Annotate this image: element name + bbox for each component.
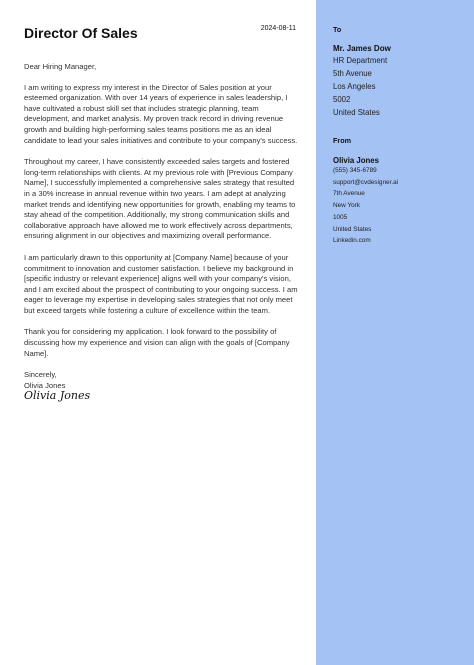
sender-street: 7th Avenue	[333, 190, 365, 198]
recipient-country: United States	[333, 108, 380, 117]
contact-sidebar	[316, 0, 474, 665]
letter-paragraph-2: Throughout my career, I have consistently exceeded sales targets and fostered long-term relationships with clients. At my previous role with [Previous Company Name], I successfully implemented a comprehensive sales strategy that resulted in a 30% increase in annual revenue within two years. I am adept at analyzing market trends and identifying new opportunities for growth, enabling my teams to stay ahead of the competition. Additionally, my strong communication skills and collaborative approach have allowed me to work effectively across departments, ensuring alignment in our objectives and maximizing overall performance.	[24, 157, 296, 241]
recipient-department: HR Department	[333, 56, 388, 65]
letter-paragraph-4: Thank you for considering my application. I look forward to the possibility of discussing how my experience and vision can align with the goals of [Company Name].	[24, 327, 290, 358]
letter-date: 2024-08-11	[260, 25, 296, 32]
from-label: From	[333, 136, 351, 145]
letter-closing-name: Olivia Jones	[24, 380, 66, 390]
to-label: To	[333, 25, 342, 34]
letter-paragraph-3: I am particularly drawn to this opportunity at [Company Name] because of your commitment to innovation and customer satisfaction. I believe my background in [specific industry or relevant experience] aligns well with your company's vision, and I am excited about the prospect of contributing to your ongoing success. I am eager to leverage my expertise in developing sales strategies that not only meet but exceed targets while fostering a culture of excellence within the team.	[24, 252, 298, 315]
letter-greeting: Dear Hiring Manager,	[24, 62, 97, 71]
letter-paragraph-1: I am writing to express my interest in the Director of Sales position at your esteemed organization. With over 14 years of experience in sales leadership, I have cultivated a robust skill set that includes strategic planning, team development, and market analysis. My proven track record in driving revenue growth and building high-performing sales teams positions me as an ideal candidate to lead your sales initiatives and contribute to your company's success.	[24, 82, 298, 145]
recipient-postcode: 5002	[333, 95, 351, 104]
letter-closing: Sincerely,	[24, 370, 57, 380]
sender-name: Olivia Jones	[333, 156, 379, 165]
sender-phone: (555) 345-6789	[333, 167, 377, 174]
sender-postcode: 1005	[333, 213, 348, 221]
letter-body	[24, 62, 298, 402]
signature: Olivia Jones	[24, 389, 91, 403]
sender-email: support@cvdesigner.ai	[333, 178, 399, 186]
recipient-city: Los Angeles	[333, 82, 376, 91]
recipient-street: 5th Avenue	[333, 69, 372, 78]
sender-city: New York	[333, 202, 360, 210]
job-title: Director Of Sales	[24, 25, 138, 41]
sidebar-content	[333, 25, 468, 247]
sender-country: United States	[333, 225, 372, 233]
sender-linkedin: Linkedin.com	[333, 237, 371, 245]
recipient-name: Mr. James Dow	[333, 44, 391, 53]
